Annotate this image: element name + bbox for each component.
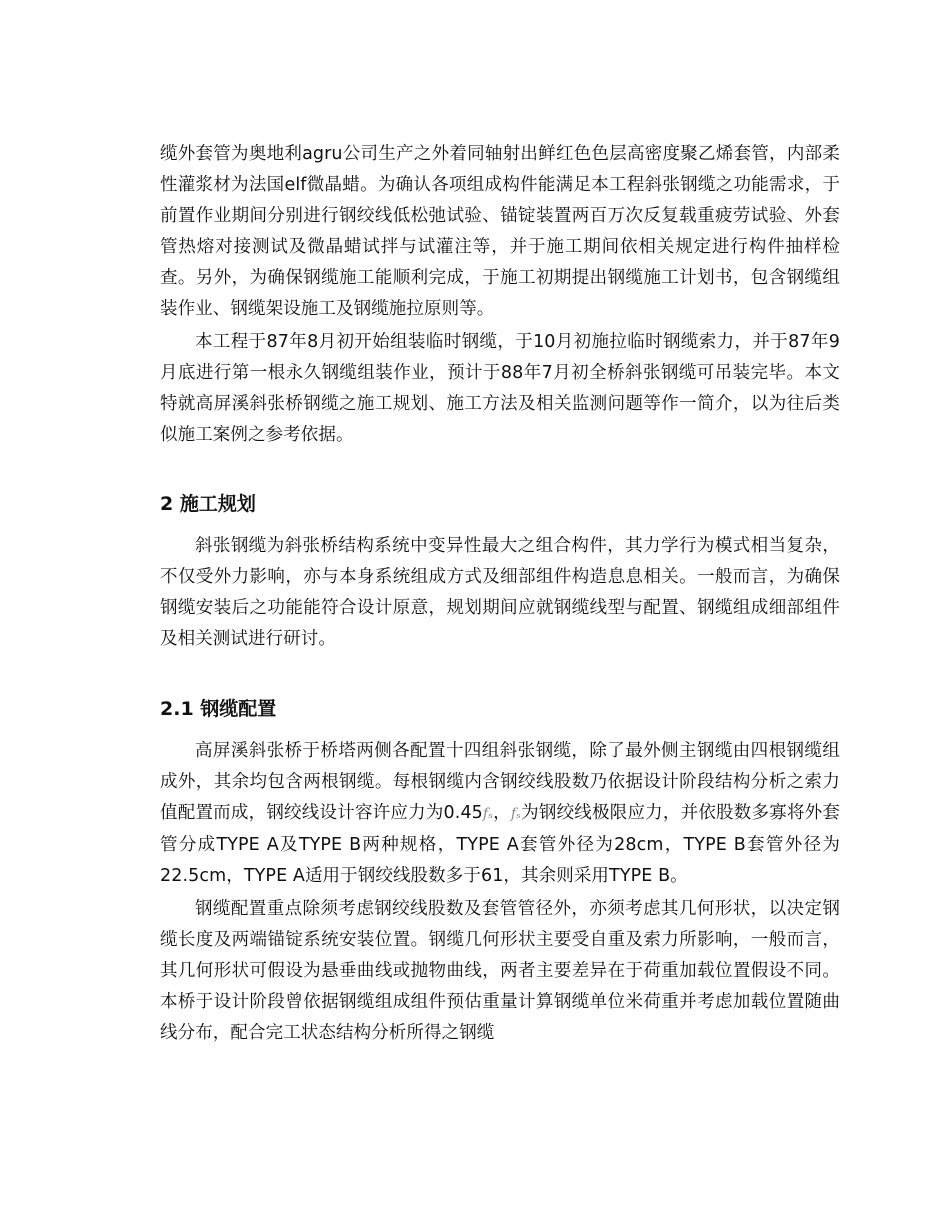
paragraph-cable-geometry: 钢缆配置重点除须考虑钢绞线股数及套管管径外，亦须考虑其几何形状，以决定钢缆长度及两端锚锭系统安装位置。钢缆几何形状主要受自重及索力所影响，一般而言，其几何形状可假设为悬垂曲线或抛物曲线，两者主要差异在于荷重加载位置假设不同。本桥于设计阶段曾依据钢缆组成组件预估重量计算钢缆单位米荷重并考虑加载位置随曲线分布，配合完工状态结构分析所得之钢缆 (160, 899, 840, 1043)
formula-fk-2: fₛ (510, 806, 521, 822)
formula-fk-1: fₛ (482, 806, 494, 822)
config-text-c: 为钢绞线极限应力，并依股数多寡将外套管分成TYPE A及TYPE B两种规格，TYPE A套管外径为28cm，TYPE B套管外径为22.5cm，TYPE A适用于钢绞线股数多于61，其余则采用TYPE B。 (160, 803, 840, 886)
section-heading-cable-configuration: 2.1 钢缆配置 (160, 698, 277, 720)
paragraph-schedule: 本工程于87年8月初开始组装临时钢缆，于10月初施拉临时钢缆索力，并于87年9月底进行第一根永久钢缆组装作业，预计于88年7月初全桥斜张钢缆可吊装完毕。本文特就高屏溪斜张桥钢缆之施工规划、施工方法及相关监测问题等作一简介，以为往后类似施工案例之参考依据。 (160, 332, 840, 445)
config-text-a: 高屏溪斜张桥于桥塔两侧各配置十四组斜张钢缆，除了最外侧主钢缆由四根钢缆组成外，其余均包含两根钢缆。每根钢缆内含钢绞线股数乃依据设计阶段结构分析之索力值配置而成，钢绞线设计容许应力为0.45 (160, 741, 840, 823)
paragraph-section2: 斜张钢缆为斜张桥结构系统中变异性最大之组合构件，其力学行为模式相当复杂，不仅受外力影响，亦与本身系统组成方式及细部组件构造息息相关。一般而言，为确保钢缆安装后之功能能符合设计原意，规划期间应就钢缆线型与配置、钢缆组成细部组件及相关测试进行研讨。 (160, 536, 840, 649)
section-heading-construction-planning: 2 施工规划 (160, 493, 256, 515)
config-text-b: ， (493, 803, 511, 823)
document-page (160, 139, 840, 1049)
paragraph-cable-configuration (160, 736, 840, 892)
paragraph-intro: 缆外套管为奥地利agru公司生产之外着同轴射出鲜红色色层高密度聚乙烯套管，内部柔性灌浆材为法国elf微晶蜡。为确认各项组成构件能满足本工程斜张钢缆之功能需求，于前置作业期间分别进行钢绞线低松弛试验、锚锭装置两百万次反复载重疲劳试验、外套管热熔对接测试及微晶蜡试拌与试灌注等，并于施工期间依相关规定进行构件抽样检查。另外，为确保钢缆施工能顺利完成，于施工初期提出钢缆施工计划书，包含钢缆组装作业、钢缆架设施工及钢缆施拉原则等。 (160, 144, 840, 319)
